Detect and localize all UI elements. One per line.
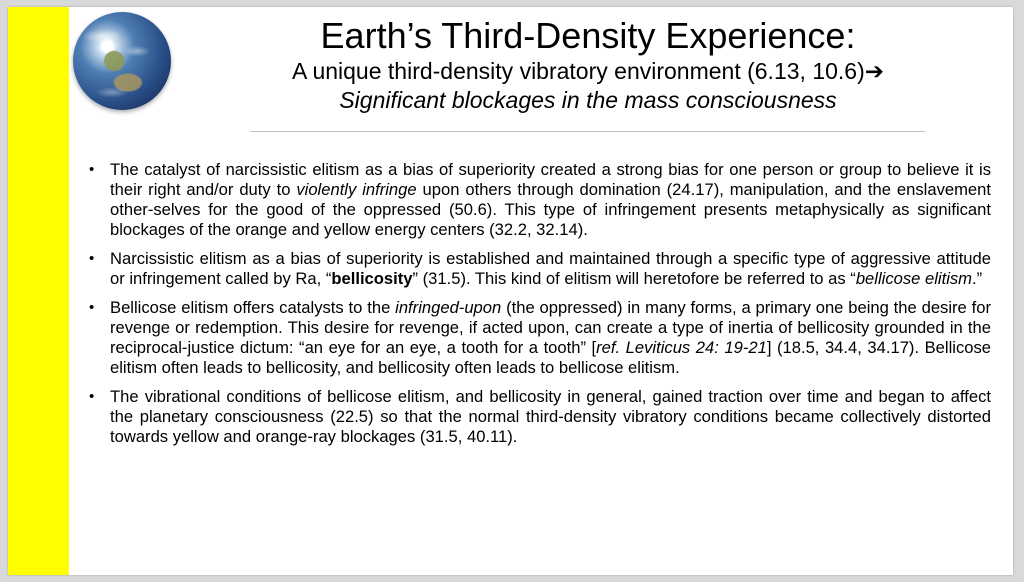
bullet-dot-icon: • [89, 299, 95, 316]
bullet-text-segment: Bellicose elitism offers catalysts to the [110, 298, 396, 317]
yellow-accent-bar [8, 7, 69, 575]
bullet-text-segment: violently infringe [296, 180, 417, 199]
bullet-text-segment: ref. Leviticus 24: 19-21 [596, 338, 767, 357]
bullet-dot-icon: • [89, 388, 95, 405]
bullet-text-segment: infringed-upon [395, 298, 502, 317]
bullet-text-segment: Narcissistic elitism as a bias of superiority is established and maintained through a specific type of aggressive attitude or infringement called by Ra, “ [110, 249, 991, 288]
bullet-text-segment: The vibrational conditions of bellicose elitism, and bellicosity in general, gained traction over time and began to affect the planetary consciousness (22.5) so that the normal third-density vibratory conditions became collectively distorted towards yellow and orange-ray blockages (31.5, 40.11). [110, 387, 991, 446]
title-main: Earth’s Third-Density Experience: [320, 15, 856, 56]
bullet-text-segment: bellicosity [331, 269, 413, 288]
bullet-text-segment: (the oppressed) in many forms, a primary one being the desire for revenge or redemption. This desire for revenge, if acted upon, can create a type of inertia of bellicosity grounded in the reciprocal-justice dictum: “an eye for an eye, a tooth for a tooth” [ [110, 298, 991, 357]
earth-globe-icon [73, 12, 171, 110]
bullet-text-segment: upon others through domination (24.17), manipulation, and the enslavement other-selves for the good of the oppressed (50.6). This type of infringement presents metaphysically as significant blockages of the orange and yellow energy centers (32.2, 32.14). [110, 180, 991, 239]
title-italic-subtitle: Significant blockages in the mass consciousness [339, 87, 837, 113]
title-divider [250, 131, 925, 132]
bullet-item [88, 387, 991, 447]
bullet-dot-icon: • [89, 161, 95, 178]
bullet-item [88, 298, 991, 378]
bullet-item [88, 249, 991, 289]
bullet-dot-icon: • [89, 250, 95, 267]
bullet-text-segment: .” [972, 269, 983, 288]
bullet-item [88, 160, 991, 240]
bullet-text-segment: bellicose elitism [855, 269, 973, 288]
bullet-list [88, 160, 991, 456]
bullet-text-segment: ” (31.5). This kind of elitism will heretofore be referred to as “ [412, 269, 856, 288]
title-subtitle: A unique third-density vibratory environment (6.13, 10.6)➔ [291, 58, 885, 84]
bullet-text-segment: The catalyst of narcissistic elitism as a bias of superiority created a strong bias for one person or group to believe it is their right and/or duty to [110, 160, 991, 199]
slide [8, 7, 1013, 575]
bullet-text-segment: ] (18.5, 34.4, 34.17). Bellicose elitism often leads to bellicosity, and bellicosity often leads to bellicose elitism. [110, 338, 992, 377]
slide-title [183, 15, 993, 115]
